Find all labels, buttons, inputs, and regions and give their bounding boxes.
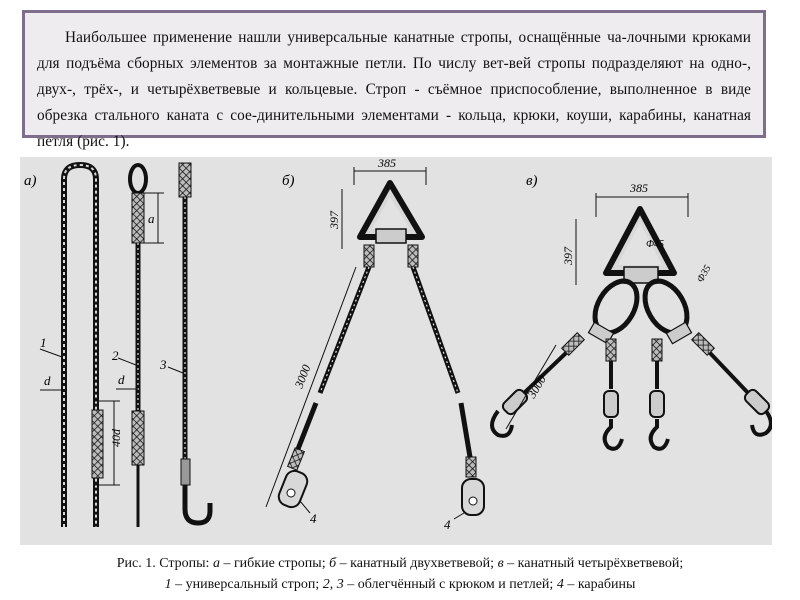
- callout-1: 1: [40, 335, 47, 350]
- dim-phi45: Ф45: [646, 239, 665, 250]
- panel-a-label: а): [24, 173, 37, 189]
- panel-b-label: б): [282, 173, 295, 189]
- panel-v-label: в): [526, 173, 538, 189]
- sling-figure: [20, 157, 772, 545]
- callout-2: 2: [112, 348, 119, 363]
- light-sling-3: [159, 163, 210, 523]
- dim-385-b: 385: [378, 157, 396, 170]
- light-sling-2: [112, 165, 164, 527]
- callout-3: 3: [160, 357, 167, 372]
- four-leg-sling: [492, 181, 771, 449]
- intro-paragraph: Наибольшее применение нашли универсальные канатные стропы, оснащённые ча-лочными крюками для подъёма сборных элементов за монтажные петли. По числу вет-вей стропы подразделяют на одно-, двух-, трёх-, и четырёхветвевые и кольцевые. Строп - съёмное приспособление, выполненное в виде обрезка стального каната с сое-динительными элементами - кольца, крюки, коуши, карабины, канатная петля (рис. 1).: [37, 29, 751, 150]
- callout-4-right: 4: [444, 517, 451, 532]
- sling-drawing: [20, 157, 772, 545]
- dim-385-v: 385: [630, 181, 648, 195]
- dim-397-v: 397: [561, 247, 575, 265]
- text-box: [22, 10, 766, 150]
- dim-phi35: Ф35: [695, 263, 714, 285]
- dim-a: а: [148, 211, 155, 226]
- caption-line-1: Рис. 1. Стропы: а – гибкие стропы; б – канатный двухветвевой; в – канатный четырёхветвевой;: [116, 556, 684, 571]
- callout-4-left: 4: [310, 511, 317, 526]
- figure-caption: [0, 553, 800, 595]
- universal-sling-1: [40, 165, 123, 527]
- caption-line-2: 1 – универсальный строп; 2, 3 – облегчённый с крюком и петлей; 4 – карабины: [164, 577, 636, 592]
- dim-d-2: d: [118, 372, 125, 387]
- dim-d-1: d: [44, 373, 51, 388]
- dim-40d: 40d: [109, 429, 123, 447]
- dim-397-b: 397: [327, 211, 341, 229]
- dim-3000-b: 3000: [291, 362, 314, 391]
- dim-3000-v: 3000: [524, 372, 549, 401]
- two-leg-sling: [266, 157, 484, 532]
